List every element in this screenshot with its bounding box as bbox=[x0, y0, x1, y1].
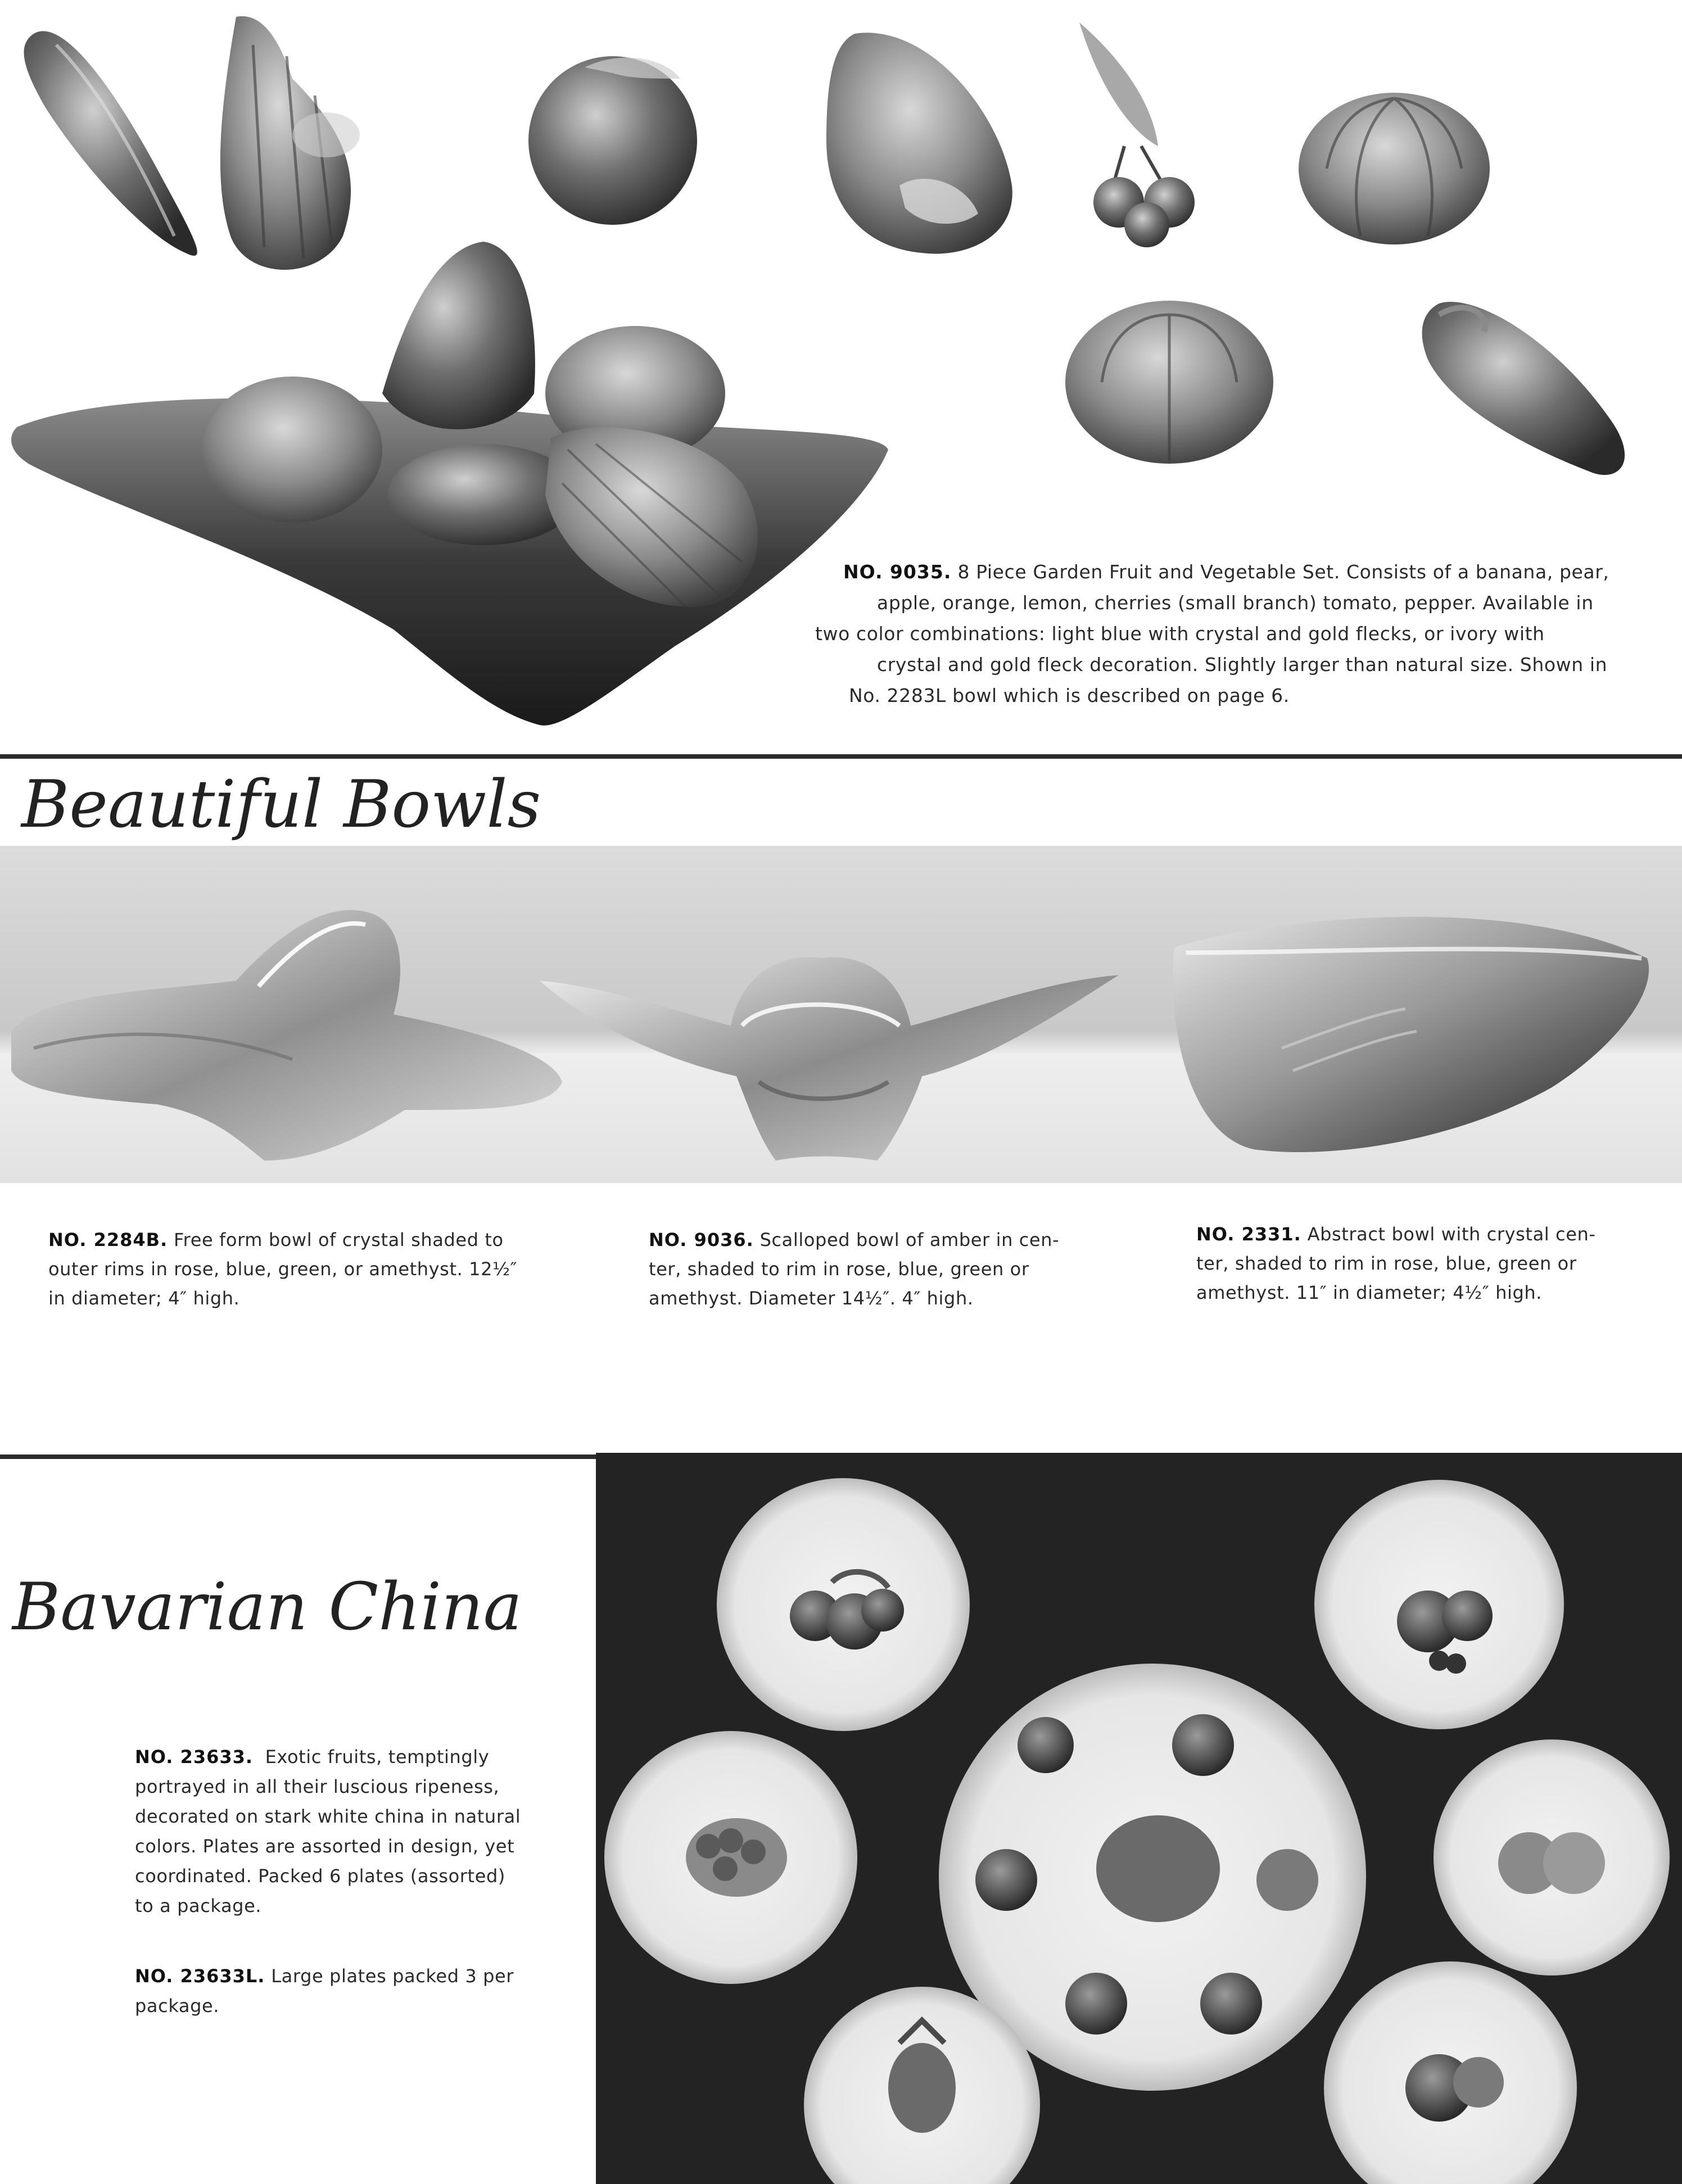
bowl-2284b-line-2: outer rims in rose, blue, green, or amethyst. 12½″ bbox=[48, 1258, 518, 1280]
glass-bowl-with-fruit bbox=[11, 242, 888, 726]
bowl-2284b-number: NO. 2284B. bbox=[48, 1229, 168, 1250]
plate-top-right bbox=[1314, 1480, 1564, 1729]
section-rule-china bbox=[0, 1455, 596, 1459]
china-23633-line-2: portrayed in all their luscious ripeness, bbox=[135, 1776, 500, 1797]
bowl-9036-line-1: Scalloped bowl of amber in cen- bbox=[759, 1229, 1060, 1250]
bowl-2284b-caption bbox=[48, 1225, 588, 1313]
plate-top-left bbox=[717, 1478, 970, 1731]
glass-tomato bbox=[1065, 301, 1273, 464]
bowl-2331-line-1: Abstract bowl with crystal cen- bbox=[1307, 1224, 1596, 1245]
glass-pear bbox=[220, 16, 360, 270]
china-23633-caption bbox=[135, 1742, 579, 1921]
bowl-9036-line-2: ter, shaded to rim in rose, blue, green or bbox=[649, 1258, 1029, 1280]
china-23633l-caption bbox=[135, 1961, 579, 2021]
bowls-section-title: Beautiful Bowls bbox=[21, 767, 541, 842]
china-23633-line-6: to a package. bbox=[135, 1895, 262, 1916]
bowl-9036-number: NO. 9036. bbox=[649, 1229, 754, 1250]
section-rule-bowls bbox=[0, 754, 1682, 759]
china-23633l-number: NO. 23633L. bbox=[135, 1965, 265, 1987]
bowl-2284b-line-1: Free form bowl of crystal shaded to bbox=[173, 1229, 504, 1250]
china-section-title: Bavarian China bbox=[12, 1569, 522, 1645]
china-23633-number: NO. 23633. bbox=[135, 1746, 254, 1768]
bowl-9036-caption bbox=[649, 1225, 1177, 1313]
glass-cherries bbox=[1079, 22, 1195, 247]
glass-lemon bbox=[826, 33, 1012, 253]
bowl-2331-line-3: amethyst. 11″ in diameter; 4½″ high. bbox=[1196, 1282, 1543, 1303]
china-23633l-line-1: Large plates packed 3 per bbox=[271, 1965, 514, 1987]
bowl-2331-line-2: ter, shaded to rim in rose, blue, green or bbox=[1196, 1253, 1577, 1274]
china-23633-line-1: Exotic fruits, temptingly bbox=[265, 1746, 490, 1768]
fruit-set-line-3: two color combinations: light blue with crystal and gold flecks, or ivory with bbox=[815, 623, 1545, 645]
bowl-2331-caption bbox=[1196, 1220, 1680, 1307]
glass-apple bbox=[528, 56, 697, 225]
fruit-set-line-1: 8 Piece Garden Fruit and Vegetable Set. Consists of a banana, pear, bbox=[957, 561, 1609, 583]
glass-banana bbox=[24, 31, 197, 256]
plate-mid-right bbox=[1434, 1739, 1670, 1975]
china-23633-line-4: colors. Plates are assorted in design, yet bbox=[135, 1836, 515, 1857]
fruit-set-line-4: crystal and gold fleck decoration. Slightly larger than natural size. Shown in bbox=[877, 654, 1608, 676]
china-23633-line-5: coordinated. Packed 6 plates (assorted) bbox=[135, 1865, 505, 1887]
bowl-2331-number: NO. 2331. bbox=[1196, 1224, 1301, 1245]
fruit-set-caption bbox=[804, 556, 1670, 711]
bavarian-china-plates-photo bbox=[596, 1453, 1682, 2184]
fruit-set-line-5: No. 2283L bowl which is described on page 6. bbox=[849, 685, 1290, 706]
bowl-9036-line-3: amethyst. Diameter 14½″. 4″ high. bbox=[649, 1288, 974, 1309]
fruit-set-line-2: apple, orange, lemon, cherries (small branch) tomato, pepper. Available in bbox=[877, 592, 1594, 614]
bowl-2284b-line-3: in diameter; 4″ high. bbox=[48, 1288, 240, 1309]
china-23633-line-3: decorated on stark white china in natural bbox=[135, 1806, 521, 1827]
china-23633l-line-2: package. bbox=[135, 1995, 220, 2017]
plate-mid-left bbox=[604, 1731, 857, 1984]
fruit-set-number: NO. 9035. bbox=[843, 561, 952, 583]
glass-pepper bbox=[1422, 302, 1625, 475]
glass-orange bbox=[1299, 93, 1490, 244]
bowls-photo bbox=[0, 846, 1682, 1183]
